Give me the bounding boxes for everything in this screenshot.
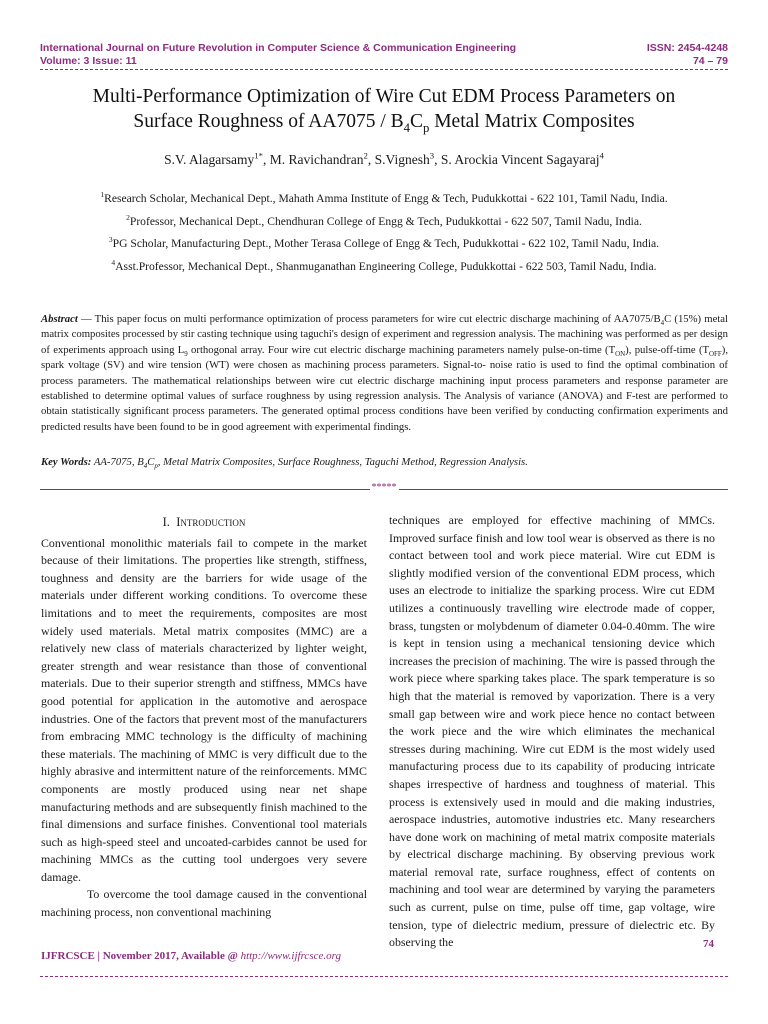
paragraph: To overcome the tool damage caused in the conventional machining process, non conventional machining xyxy=(41,887,367,920)
paragraph: Conventional monolithic materials fail to compete in the market because of their limitations. The properties like strength, stiffness, toughness and density are the barriers for wide usage of the materials under different working conditions. To overcome these limitations and to meet the requirements, composites are most widely used materials. Metal matrix composites (MMC) are a relatively new class of materials characterized by lighter weight, greater strength and wear resistance than those of conventional materials. Due to their superior strength and stiffness, MMCs have good potential for application in the automotive and aerospace industries. One of the factors that prevent most of the manufacturers from embracing MMC technology is the difficulty of machining these materials. The machining of MMC is very difficult due to the highly abrasive and intermittent nature of the reinforcements. MMC components are mostly produced using near net shape manufacturing methods and are subsequently finish machined to the final dimensions and surface finishes. Conventional tool materials such as high-speed steel and uncoated-carbides cannot be used for machining MMCs as the cutting tool undergoes very severe damage. xyxy=(41,535,367,884)
affiliation: $^3$PG Scholar, Manufacturing Dept., Mother Terasa College of Engg & Tech, Pudukkottai - 622 102, Tamil Nadu, India. xyxy=(108,235,660,250)
keywords: Key Words: AA-7075, $B_4C_p$, Metal Matrix Composites, Surface Roughness, Taguchi Method, Regression Analysis. xyxy=(41,456,528,471)
affiliation: $^4$Asst.Professor, Mechanical Dept., Shanmuganathan Engineering College, Pudukkottai - 622 503, Tamil Nadu, India. xyxy=(111,257,657,273)
keywords-label: Key Words: xyxy=(41,456,92,468)
author: S.Vignesh$^3$, xyxy=(374,150,441,167)
affiliation: $^2$Professor, Mechanical Dept., Chendhuran College of Engg & Tech, Pudukkottai - 622 507, Tamil Nadu, India. xyxy=(126,212,642,228)
running-header xyxy=(40,42,728,68)
author: S. Arockia Vincent Sagayaraj$^4$ xyxy=(440,150,604,167)
abstract-label: Abstract xyxy=(41,313,78,325)
page-range: 74 – 79 xyxy=(692,55,728,67)
section-separator xyxy=(40,482,728,493)
author: S.V. Alagarsamy$^{1*}$, xyxy=(164,150,270,167)
abstract: Abstract — This paper focus on multi performance optimization of process parameters for wire cut electric discharge machining of $AA7075/B_4C$ (15%) metal matrix composites processed by stir casting technique using taguchi's design of experiment and regression analysis. The machining was performed as per design of experiments approach using $L_9$ orthogonal array. Four wire cut electric discharge machining parameters namely pulse-on-time $(T_{ON})$, pulse-off-time $(T_{OFF})$, spark voltage (SV) and wire tension (WT) were chosen as machining process parameters. Signal-to- noise ratio is used to find the optimal combination of process parameters. The mathematical relationships between wire cut electric discharge machining input process parameters and response parameter are established to determine optimal values of surface roughness by using regression analysis. The Analysis of variance (ANOVA) and F-test are performed to obtain statistically significant process parameters. The generated optimal process conditions have been verified by conducting confirmation experiments and predicted results have been found to be in good agreement with experimental findings. xyxy=(41,313,729,433)
right-column xyxy=(389,512,715,952)
journal-url[interactable]: http://www.ijfrcsce.org xyxy=(240,950,341,962)
footer-rule xyxy=(40,976,728,977)
journal-name: International Journal on Future Revolution in Computer Science & Communication Engineering xyxy=(40,42,517,54)
separator-stars: ***** xyxy=(371,482,397,493)
section-heading: I. Introduction xyxy=(162,515,246,529)
author: M. Ravichandran$^2$, xyxy=(269,150,375,167)
title-line-1: Multi-Performance Optimization of Wire Cut EDM Process Parameters on xyxy=(92,86,676,107)
volume-issue: Volume: 3 Issue: 11 xyxy=(40,55,137,67)
left-column xyxy=(41,512,367,922)
page-number: 74 xyxy=(703,938,714,950)
author-list xyxy=(40,152,728,168)
affiliation: $^1$Research Scholar, Mechanical Dept., Mahath Amma Institute of Engg & Tech, Pudukkottai - 622 101, Tamil Nadu, India. xyxy=(100,190,668,205)
page-footer: IJFRCSCE | November 2017, Available @ http://www.ijfrcsce.org xyxy=(41,950,341,962)
header-rule xyxy=(40,69,728,70)
issn: ISSN: 2454-4248 xyxy=(646,42,728,54)
paragraph: techniques are employed for effective machining of MMCs. Improved surface finish and low tool wear is observed as there is no contact between tool and work piece material. Wire cut EDM is slightly modified version of the conventional EDM process, which uses an electrode to initialize the sparking process. Wire cut EDM utilizes a continuously travelling wire electrode made of copper, brass, tungsten or molybdenum of diameter 0.04-0.40mm. The wire is kept in tension using a mechanical tensioning device which increases the precision of machining. The wire is passed through the work piece where sparking takes place. The spark temperature is so high that the material is removed by vaporization. There is a very small gap between wire and work piece hence no contact between the work piece and the wire which eliminates the mechanical stresses during machining. Wire cut EDM is the most widely used manufacturing process due to its capability of producing intricate shapes irrespective of hardness and toughness of material. This process is extensively used in mould and die making industries, aerospace industries, automotive industries etc. Many researchers have done work on machining of metal matrix composite materials by electrical discharge machining. By observing previous work material removal rate, surface roughness, effect of contents on machining and tool wear are determined by varying the parameters such as current, pulse on time, pulse off time, gap voltage, wire tension, type of dielectric medium, pressure of dielectric etc. By observing the xyxy=(389,513,715,950)
title-line-2: Surface Roughness of $AA7075 / B_4C_p$ Metal Matrix Composites xyxy=(133,111,635,135)
paper-title xyxy=(40,84,728,134)
issn-block xyxy=(647,42,728,68)
affiliation-list xyxy=(40,188,728,278)
